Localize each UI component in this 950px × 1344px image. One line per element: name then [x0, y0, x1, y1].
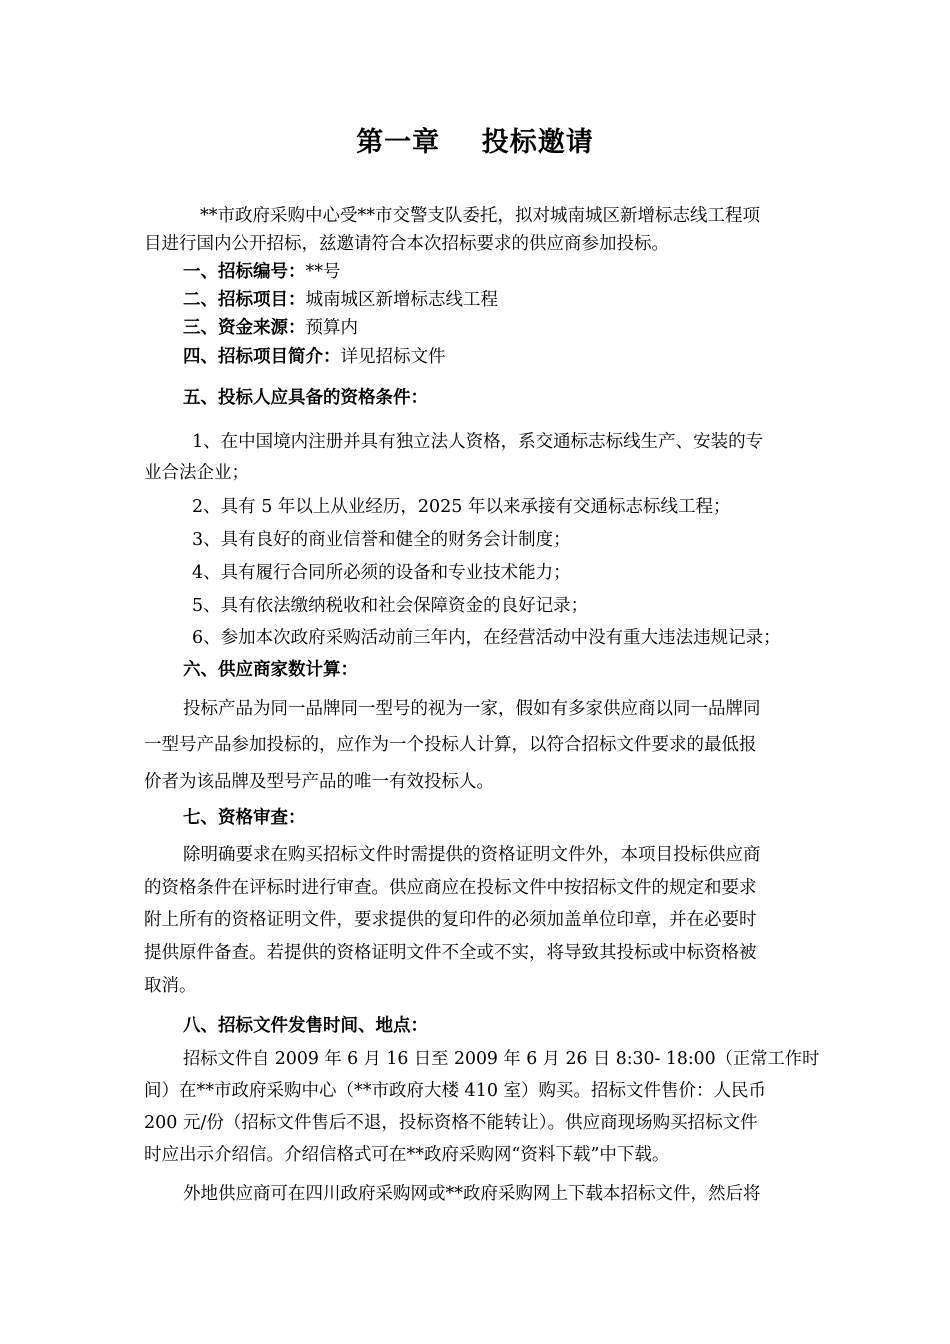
condition-1-line-2: 业合法企业；	[144, 463, 249, 483]
section8-heading: 八、招标文件发售时间、地点：	[183, 1016, 428, 1036]
item-label: 一、招标编号：	[183, 262, 306, 282]
section8-line-4: 时应出示介绍信。介绍信格式可在**政府采购网“资料下载”中下载。	[144, 1145, 670, 1165]
section6-heading: 六、供应商家数计算：	[183, 660, 358, 680]
section7-line-5: 取消。	[144, 976, 197, 996]
item-bid-project	[183, 288, 498, 312]
section7-line-2: 的资格条件在评标时进行审查。供应商应在投标文件中按招标文件的规定和要求	[144, 878, 757, 898]
item-bid-number	[183, 260, 341, 284]
condition-5: 5、具有依法缴纳税收和社会保障资金的良好记录；	[192, 596, 589, 616]
item-label: 二、招标项目：	[183, 290, 306, 310]
item-label: 三、资金来源：	[183, 318, 306, 338]
section7-line-4: 提供原件备查。若提供的资格证明文件不全或不实，将导致其投标或中标资格被	[144, 943, 757, 963]
section8-line-3: 200 元/份（招标文件售后不退，投标资格不能转让）。供应商现场购买招标文件	[144, 1113, 758, 1133]
item-value: 详见招标文件	[340, 347, 446, 367]
item-fund-source	[183, 316, 358, 340]
section5-heading: 五、投标人应具备的资格条件：	[183, 388, 428, 408]
section6-line-3: 价者为该品牌及型号产品的唯一有效投标人。	[144, 772, 494, 792]
item-value: 城南城区新增标志线工程	[305, 290, 498, 310]
section7-line-1: 除明确要求在购买招标文件时需提供的资格证明文件外，本项目投标供应商	[183, 845, 761, 865]
chapter-title: 第一章 投标邀请	[356, 127, 594, 158]
condition-6: 6、参加本次政府采购活动前三年内，在经营活动中没有重大违法违规记录；	[192, 628, 781, 648]
item-label: 四、招标项目简介：	[183, 347, 341, 367]
intro-line-2: 目进行国内公开招标，兹邀请符合本次招标要求的供应商参加投标。	[144, 234, 669, 254]
section8-line-1: 招标文件自 2009 年 6 月 16 日至 2009 年 6 月 26 日 8:30- 18:00（正常工作时	[183, 1049, 820, 1069]
section8-line-2: 间）在**市政府采购中心（**市政府大楼 410 室）购买。招标文件售价：人民币	[144, 1081, 767, 1101]
section6-line-2: 一型号产品参加投标的，应作为一个投标人计算，以符合招标文件要求的最低报	[144, 735, 757, 755]
intro-line-1: **市政府采购中心受**市交警支队委托，拟对城南城区新增标志线工程项	[200, 206, 760, 226]
section6-line-1: 投标产品为同一品牌同一型号的视为一家，假如有多家供应商以同一品牌同	[183, 699, 761, 719]
item-project-summary	[183, 345, 446, 369]
item-value: 预算内	[305, 318, 358, 338]
condition-4: 4、具有履行合同所必须的设备和专业技术能力；	[192, 563, 571, 583]
section7-line-3: 附上所有的资格证明文件，要求提供的复印件的必须加盖单位印章，并在必要时	[144, 910, 757, 930]
condition-3: 3、具有良好的商业信誉和健全的财务会计制度；	[192, 530, 571, 550]
condition-2: 2、具有 5 年以上从业经历，2025 年以来承接有交通标志标线工程；	[192, 497, 731, 517]
item-value: **号	[305, 262, 341, 282]
section8-line-5: 外地供应商可在四川政府采购网或**政府采购网上下载本招标文件，然后将	[183, 1184, 761, 1204]
condition-1-line-1: 1、在中国境内注册并具有独立法人资格，系交通标志标线生产、安装的专	[192, 432, 764, 452]
section7-heading: 七、资格审查：	[183, 808, 306, 828]
